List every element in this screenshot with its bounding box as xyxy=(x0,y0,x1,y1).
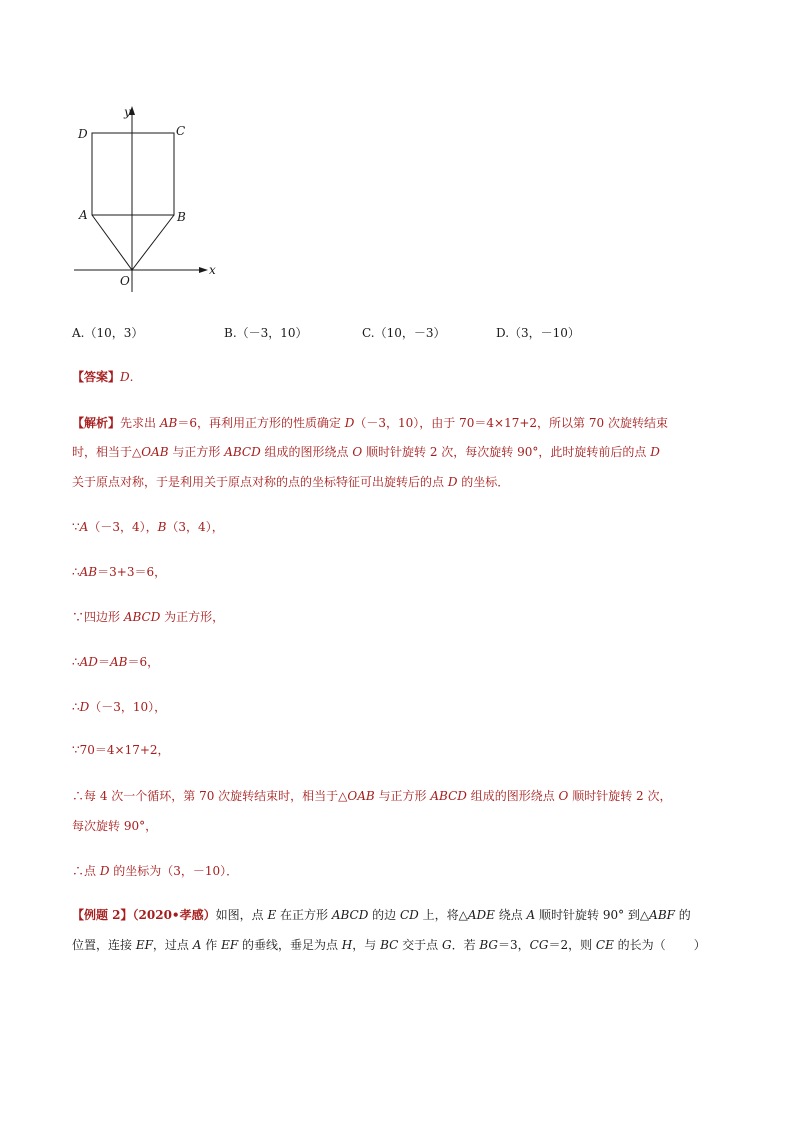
option-c: C.（10，－3） xyxy=(362,326,446,340)
answer-label: 【答案】 xyxy=(72,370,121,384)
var: AB xyxy=(109,655,128,669)
answer-end: . xyxy=(129,370,134,384)
text: 组成的图形绕点 xyxy=(260,445,353,459)
text: ∵70＝4×17+2， xyxy=(72,743,170,757)
var: EF xyxy=(135,938,153,952)
step-7 xyxy=(72,787,671,805)
step-5 xyxy=(72,698,166,716)
text: 组成的图形绕点 xyxy=(466,789,559,803)
text: 为正方形， xyxy=(160,610,225,624)
var: E xyxy=(267,908,277,922)
analysis-label: 【解析】 xyxy=(72,416,121,430)
text: 的长为（ xyxy=(613,938,666,952)
var: O xyxy=(352,445,363,459)
option-d: D.（3，－10） xyxy=(496,326,580,340)
text: （－3，10）， xyxy=(89,700,167,714)
var: O xyxy=(558,789,569,803)
text: ＝6，再利用正方形的性质确定 xyxy=(177,416,345,430)
text: 顺时针旋转 90° 到△ xyxy=(535,908,650,922)
example2-line-2 xyxy=(72,936,706,954)
var: A xyxy=(79,520,89,534)
var: OAB xyxy=(141,445,169,459)
step-4 xyxy=(72,653,159,671)
text: ．若 xyxy=(451,938,480,952)
var: A xyxy=(526,908,536,922)
var: D xyxy=(344,416,355,430)
text: 作 xyxy=(201,938,222,952)
text: 如图，点 xyxy=(215,908,268,922)
text: ∴ xyxy=(72,655,80,669)
var: D xyxy=(650,445,660,459)
var: A xyxy=(192,938,202,952)
text: ＝6， xyxy=(127,655,160,669)
example2-label: 【例题 2】（2020•孝感） xyxy=(72,908,216,922)
var: AB xyxy=(159,416,178,430)
var: EF xyxy=(221,938,239,952)
text: ∴ xyxy=(72,700,80,714)
var: D xyxy=(79,700,90,714)
option-a: A.（10，3） xyxy=(72,326,144,340)
var: D xyxy=(99,864,110,878)
triangle-oab xyxy=(92,215,174,270)
text: ∴点 xyxy=(72,864,100,878)
text: 的边 xyxy=(368,908,400,922)
text: 位置，连接 xyxy=(72,938,136,952)
text: ∵ xyxy=(72,520,80,534)
text: ＝3， xyxy=(498,938,530,952)
var: CG xyxy=(529,938,549,952)
text: ＝3+3＝6， xyxy=(97,565,167,579)
step-1 xyxy=(72,518,224,536)
text: （－3，4）， xyxy=(88,520,158,534)
x-axis-arrow xyxy=(199,267,208,273)
text: 的 xyxy=(674,908,691,922)
text: 交于点 xyxy=(398,938,442,952)
example2-line-1 xyxy=(72,906,691,924)
text: 先求出 xyxy=(120,416,160,430)
var: ABCD xyxy=(123,610,161,624)
text: ，过点 xyxy=(152,938,193,952)
text: ＝2，则 xyxy=(548,938,596,952)
label-o: O xyxy=(120,274,130,288)
analysis-line-1 xyxy=(72,414,668,432)
text: ∴每 4 次一个循环，第 70 次旋转结束时，相当于△ xyxy=(72,789,348,803)
var: BG xyxy=(479,938,499,952)
text: ，与 xyxy=(352,938,381,952)
step-2 xyxy=(72,563,166,581)
var: OAB xyxy=(347,789,375,803)
label-a: A xyxy=(79,208,88,222)
var: BC xyxy=(380,938,399,952)
option-b: B.（－3，10） xyxy=(224,326,308,340)
text: 的坐标为（3，－10）． xyxy=(109,864,239,878)
text: 的垂线，垂足为点 xyxy=(238,938,342,952)
var: CD xyxy=(400,908,419,922)
text: 上，将△ xyxy=(418,908,468,922)
var: ABF xyxy=(649,908,675,922)
var: ABCD xyxy=(224,445,261,459)
label-d: D xyxy=(78,127,88,141)
text: 与正方形 xyxy=(374,789,431,803)
var: ABCD xyxy=(430,789,467,803)
text: ） xyxy=(693,938,706,952)
label-b: B xyxy=(177,210,186,224)
text: 每次旋转 90°， xyxy=(72,819,158,833)
var: AD xyxy=(79,655,98,669)
label-x: x xyxy=(209,263,216,277)
text: 顺时针旋转 2 次，每次旋转 90°，此时旋转前后的点 xyxy=(362,445,651,459)
analysis-line-3 xyxy=(72,473,509,491)
answer-options xyxy=(72,324,580,342)
step-8 xyxy=(72,817,157,835)
text: 与正方形 xyxy=(168,445,225,459)
text: 顺时针旋转 2 次， xyxy=(568,789,672,803)
answer-line xyxy=(72,368,133,386)
var: B xyxy=(157,520,167,534)
text: 的坐标． xyxy=(457,475,510,489)
step-9 xyxy=(72,862,238,880)
text: 关于原点对称，于是利用关于原点对称的点的坐标特征可出旋转后的点 xyxy=(72,475,448,489)
text: 绕点 xyxy=(494,908,527,922)
analysis-line-2 xyxy=(72,443,660,461)
text: 时，相当于△ xyxy=(72,445,142,459)
step-6 xyxy=(72,741,170,759)
text: （－3，10），由于 70＝4×17+2，所以第 70 次旋转结束 xyxy=(354,416,668,430)
var: ADE xyxy=(467,908,495,922)
text: ∵四边形 xyxy=(72,610,124,624)
step-3 xyxy=(72,608,224,626)
coordinate-figure xyxy=(72,102,222,294)
var: AB xyxy=(79,565,98,579)
var: ABCD xyxy=(331,908,369,922)
text: 在正方形 xyxy=(276,908,332,922)
text: ＝ xyxy=(97,655,110,669)
square-abcd xyxy=(92,133,174,215)
var: D xyxy=(447,475,458,489)
text: ∴ xyxy=(72,565,80,579)
var: H xyxy=(341,938,353,952)
label-y: y xyxy=(124,105,131,119)
var: G xyxy=(441,938,452,952)
text: （3，4）， xyxy=(166,520,224,534)
answer-value: D xyxy=(120,370,130,384)
label-c: C xyxy=(176,124,186,138)
var: CE xyxy=(595,938,614,952)
